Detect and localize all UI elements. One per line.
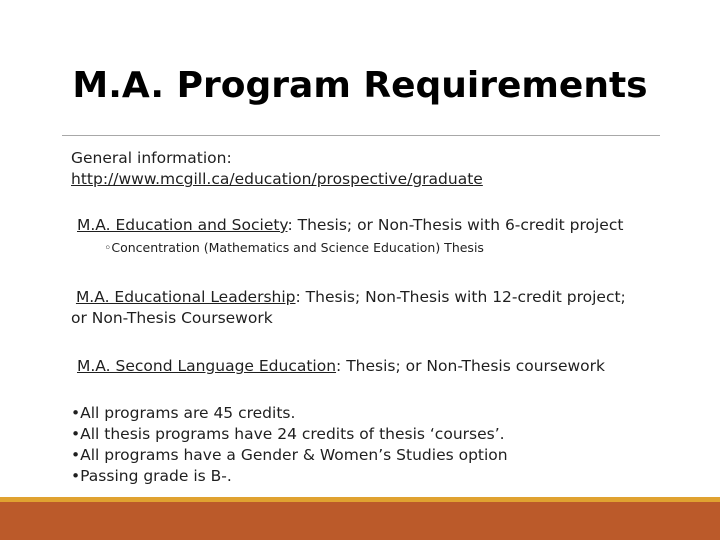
general-info-label: General information: (71, 149, 232, 167)
program-desc: : Thesis; or Non-Thesis with 6-credit project (287, 216, 624, 234)
requirements-list (71, 403, 508, 487)
program-educational-leadership (71, 287, 626, 329)
list-item: •Passing grade is B-. (71, 467, 232, 485)
program-desc-continued: or Non-Thesis Coursework (71, 309, 273, 327)
list-item: •All programs are 45 credits. (71, 404, 296, 422)
program-name[interactable]: M.A. Educational Leadership (75, 288, 296, 306)
program-name[interactable]: M.A. Education and Society (77, 216, 288, 234)
title-divider (62, 135, 660, 136)
program-desc: : Thesis; Non-Thesis with 12-credit project; (295, 288, 626, 306)
slide-title: M.A. Program Requirements (72, 65, 648, 106)
list-item: •All programs have a Gender & Women’s Studies option (71, 446, 508, 464)
program-desc: : Thesis; or Non-Thesis coursework (336, 357, 606, 375)
program-second-language (77, 356, 605, 377)
footer-bar (0, 497, 720, 540)
general-info-link[interactable]: http://www.mcgill.ca/education/prospective/graduate (71, 170, 483, 188)
program-name[interactable]: M.A. Second Language Education (77, 357, 337, 375)
program-education-society (77, 215, 623, 236)
program-concentration: ◦Concentration (Mathematics and Science Education) Thesis (104, 240, 484, 255)
general-info (71, 148, 483, 190)
list-item: •All thesis programs have 24 credits of thesis ‘courses’. (71, 425, 505, 443)
